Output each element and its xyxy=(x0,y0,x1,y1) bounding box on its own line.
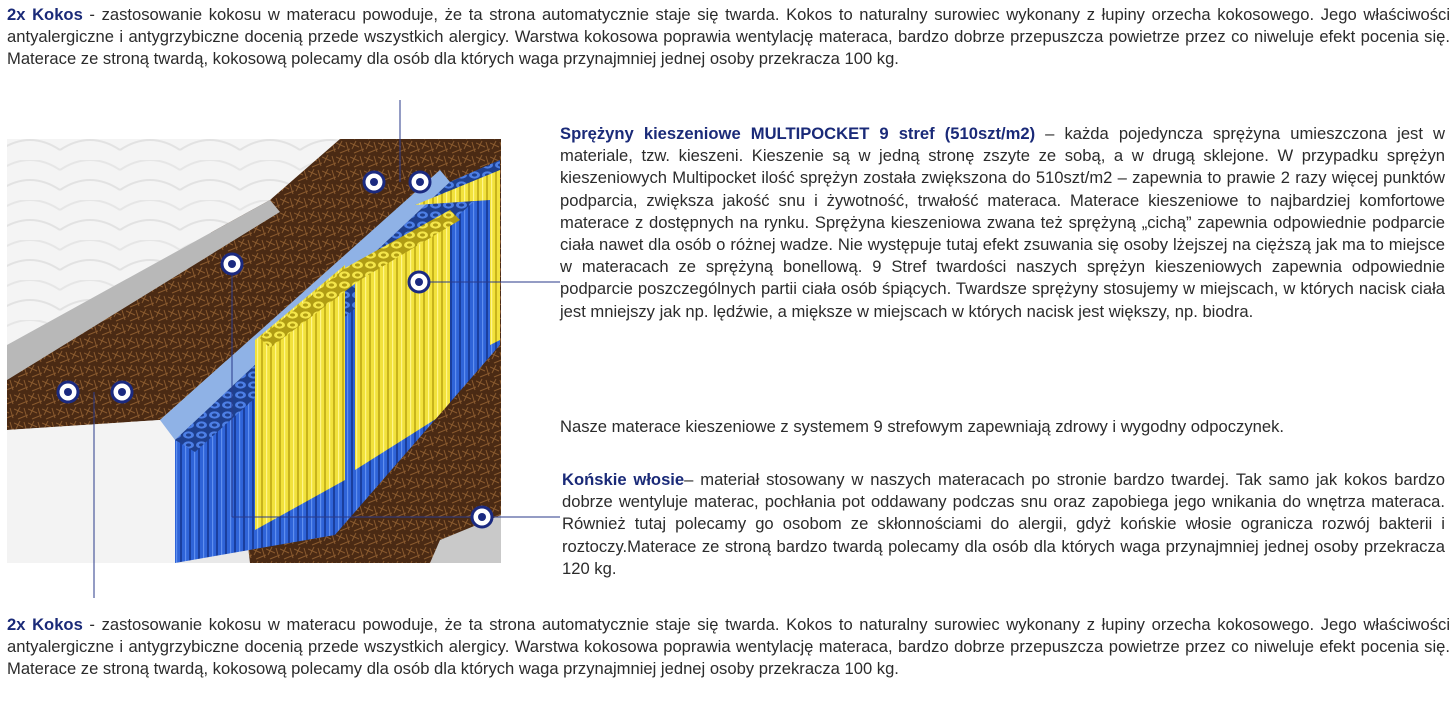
marker-coconut-bottom-right xyxy=(112,382,132,402)
horsehair-term: Końskie włosie xyxy=(562,470,685,489)
marker-springs xyxy=(409,272,429,292)
springs-term: Sprężyny kieszeniowe MULTIPOCKET 9 stref (510szt/m2) xyxy=(560,124,1036,143)
marker-coconut-top-left xyxy=(364,172,384,192)
marker-horsehair-bottom xyxy=(472,507,492,527)
marker-coconut-top-right xyxy=(410,172,430,192)
white-foam-block xyxy=(7,420,175,563)
springs-text: – każda pojedyncza sprężyna umieszczona jest w materiale, tzw. kieszeni. Kieszenie są w jedną stronę zszyte ze sobą, a w drugą sklejone. W przypadku sprężyn kieszeniowych Multipocket ilość sprężyn została zwiększona do 510szt/m2 – zapewnia to prawie 2 razy więcej punktów podparcia, zwiększa jakość snu i żywotność, trwałość materaca. Materace kieszeniowe to najbardziej komfortowe materace z dostępnych na rynku. Sprężyna kieszeniowa zwana też sprężyną „cichą” zapewnia odpowiednie podparcie ciała nawet dla osób o różnej wadze. Nie występuje tutaj efekt zsuwania się osoby lżejszej na cięższą jak ma to miejsce w materacach ze sprężyną bonellową. 9 Stref twardości naszych sprężyn kieszeniowych zapewnia odpowiednie podparcie poszczególnych partii ciała osób śpiących. Twardsze sprężyny stosujemy w miejscach, w których nacisk ciała jest mniejszy jak np. lędźwie, a miększe w miejscach w których nacisk jest większy, np. biodra. xyxy=(560,124,1445,321)
springs-summary: Nasze materace kieszeniowe z systemem 9 strefowym zapewniają zdrowy i wygodny odpoczynek. xyxy=(560,417,1284,436)
bottom-coconut-text: - zastosowanie kokosu w materacu powoduje, że ta strona automatycznie staje się twarda. Kokos to naturalny surowiec wykonany z łupiny orzecha kokosowego. Jego właściwości antyalergiczne i antygrzybiczne docenią przede wszystkich alergicy. Warstwa kokosowa poprawia wentylację materaca, bardzo dobrze przepuszcza powietrze przez co niweluje efekt pocenia się. Materace ze stroną twardą, kokosową polecamy dla osób dla których waga przynajmniej jednej osoby przekracza 100 kg. xyxy=(7,615,1451,679)
springs-paragraph xyxy=(560,123,1445,323)
horsehair-paragraph xyxy=(562,469,1445,580)
bottom-coconut-paragraph xyxy=(7,614,1450,681)
bottom-coconut-term: 2x Kokos xyxy=(7,615,83,634)
top-coconut-paragraph xyxy=(7,4,1450,71)
horsehair-text: – materiał stosowany w naszych materacach po stronie bardzo twardej. Tak samo jak kokos bardzo dobrze wentyluje materac, pochłania pot oddawany podczas snu oraz zapobiega jego wnikania do wnętrza materaca. Również tutaj polecamy go osobom ze skłonnościami do alergii, gdyż końskie włosie ogranicza rozwój bakterii i roztoczy.Materace ze stroną bardzo twardą polecamy dla osób dla których waga przynajmniej jednej osoby przekracza 120 kg. xyxy=(562,470,1445,578)
top-coconut-text: - zastosowanie kokosu w materacu powoduje, że ta strona automatycznie staje się twarda. Kokos to naturalny surowiec wykonany z łupiny orzecha kokosowego. Jego właściwości antyalergiczne i antygrzybiczne docenią przede wszystkich alergicy. Warstwa kokosowa poprawia wentylację materaca, bardzo dobrze przepuszcza powietrze przez co niweluje efekt pocenia się. Materace ze stroną twardą, kokosową polecamy dla osób dla których waga przynajmniej jednej osoby przekracza 100 kg. xyxy=(7,5,1451,69)
marker-horsehair xyxy=(222,254,242,274)
mattress-cross-section-illustration xyxy=(0,98,560,600)
top-coconut-term: 2x Kokos xyxy=(7,5,83,24)
marker-coconut-bottom-left xyxy=(58,382,78,402)
